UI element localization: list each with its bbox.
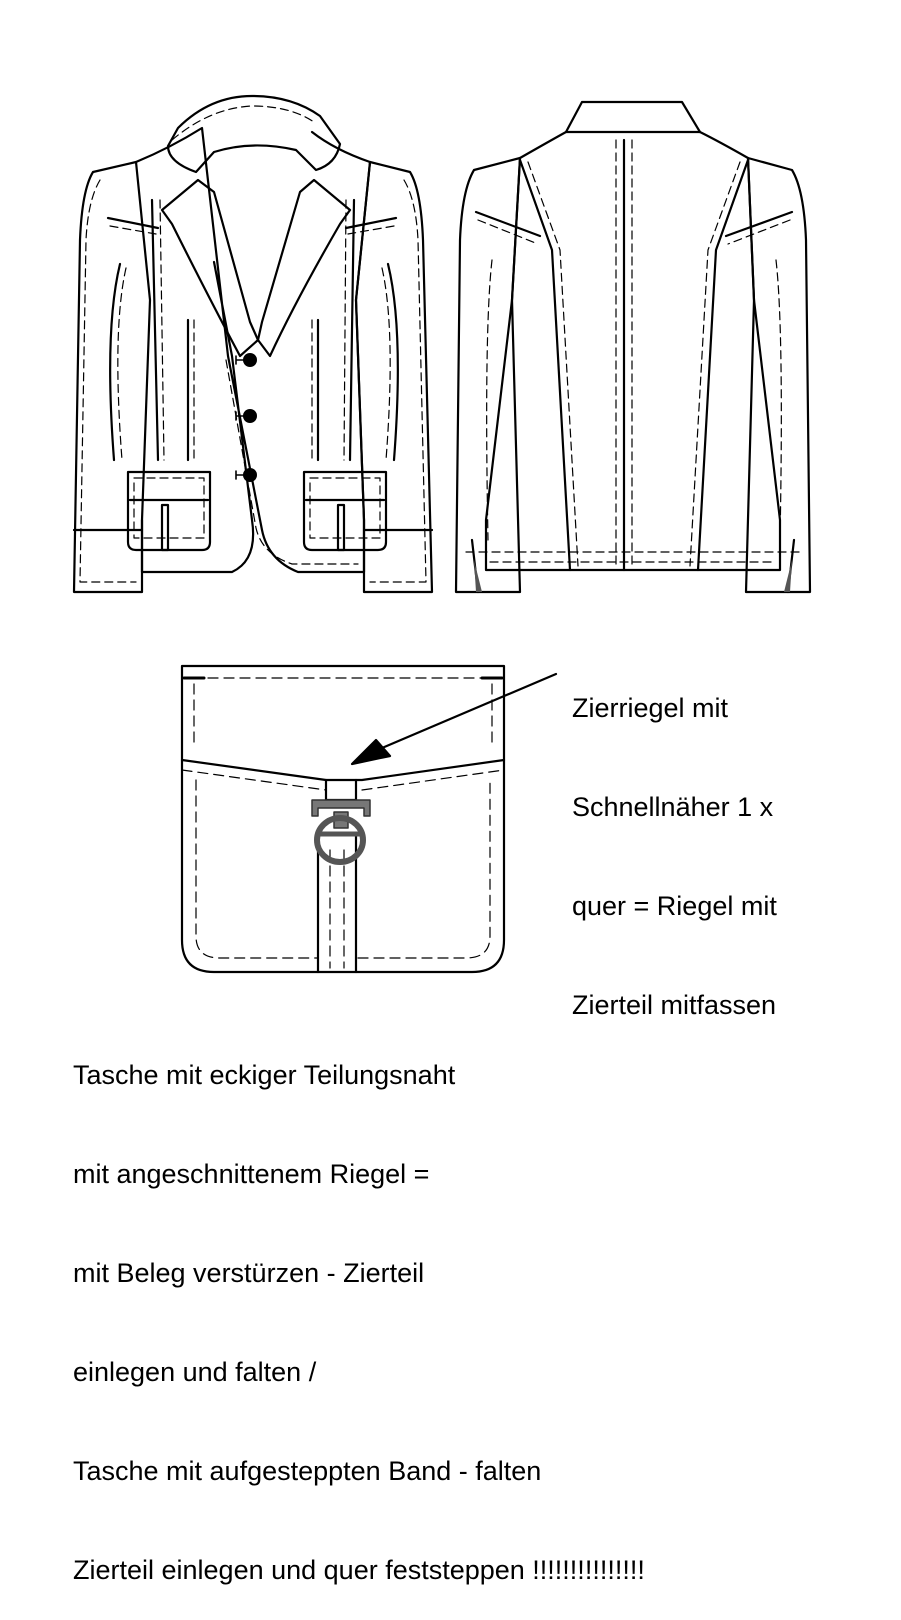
pocket-buckle xyxy=(312,800,370,862)
front-right-lapel xyxy=(258,180,350,356)
description-line: Tasche mit aufgesteppten Band - falten xyxy=(73,1456,542,1486)
callout-line: Zierriegel mit xyxy=(572,693,729,723)
back-seams xyxy=(476,140,792,570)
description-line: einlegen und falten / xyxy=(73,1357,317,1387)
button-3 xyxy=(243,468,257,482)
callout-line: quer = Riegel mit xyxy=(572,891,777,921)
jacket-back-view xyxy=(456,102,810,592)
description-line: mit angeschnittenem Riegel = xyxy=(73,1159,430,1189)
front-body-outline xyxy=(136,128,370,572)
button-2 xyxy=(243,409,257,423)
pocket-loop-tab xyxy=(326,780,356,800)
description-note xyxy=(73,993,645,1620)
back-vent-fills xyxy=(474,560,792,592)
jacket-front-view xyxy=(74,96,432,592)
button-1 xyxy=(243,353,257,367)
back-body-outline xyxy=(486,132,780,570)
description-line: Zierteil einlegen und quer feststeppen !!!!!!!!!!!!!!! xyxy=(73,1555,645,1585)
back-collar xyxy=(566,102,700,132)
callout-line: Schnellnäher 1 x xyxy=(572,792,774,822)
callout-arrow xyxy=(352,674,556,764)
callout-line: Zierteil mitfassen xyxy=(572,990,777,1020)
callout-note xyxy=(572,626,777,1055)
back-right-sleeve xyxy=(746,158,810,592)
description-line: mit Beleg verstürzen - Zierteil xyxy=(73,1258,425,1288)
description-line: Tasche mit eckiger Teilungsnaht xyxy=(73,1060,456,1090)
